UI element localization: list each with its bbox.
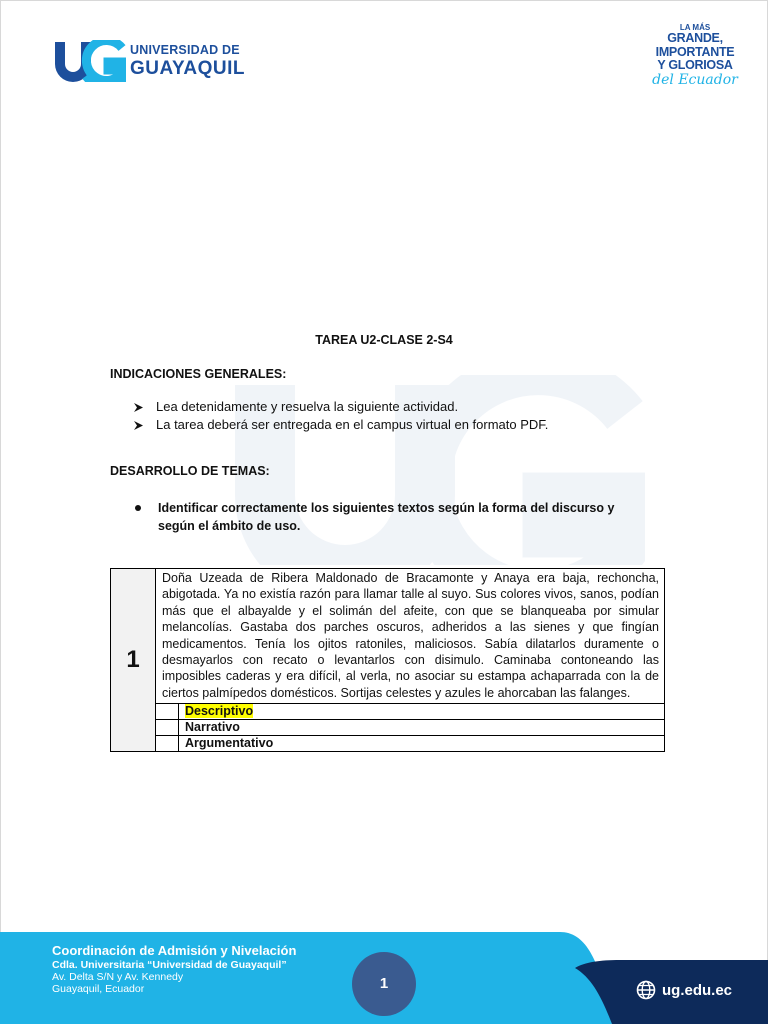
footer-line4: Guayaquil, Ecuador bbox=[52, 983, 145, 996]
slogan-line2: IMPORTANTE bbox=[655, 44, 735, 59]
answer-checkbox[interactable] bbox=[156, 720, 179, 736]
bullet-dot-icon bbox=[135, 505, 141, 511]
website-text: ug.edu.ec bbox=[662, 981, 733, 999]
exercise-table bbox=[110, 568, 665, 752]
option-cell bbox=[179, 704, 665, 720]
instruction-text: La tarea deberá ser entregada en el campus virtual en formato PDF. bbox=[156, 417, 549, 432]
table-row bbox=[111, 736, 665, 752]
footer bbox=[0, 928, 768, 1024]
list-item bbox=[133, 398, 548, 416]
arrow-bullet-icon bbox=[133, 402, 144, 413]
answer-checkbox[interactable] bbox=[156, 704, 179, 720]
option-narrativo: Narrativo bbox=[179, 720, 665, 736]
table-row bbox=[111, 704, 665, 720]
slogan-script: del Ecuador bbox=[652, 71, 738, 88]
logo-text-big: GUAYAQUIL bbox=[130, 57, 246, 79]
page-number: 1 bbox=[352, 952, 416, 1016]
slogan bbox=[650, 24, 740, 87]
slogan-line1: GRANDE, bbox=[667, 31, 723, 46]
footer-line1: Coordinación de Admisión y Nivelación bbox=[52, 943, 297, 958]
slogan-top: LA MÁS bbox=[679, 23, 711, 32]
ug-logo bbox=[52, 40, 252, 82]
option-argumentativo: Argumentativo bbox=[179, 736, 665, 752]
document-title: TAREA U2-CLASE 2-S4 bbox=[315, 333, 453, 347]
exercise-passage: Doña Uzeada de Ribera Maldonado de Bracamonte y Anaya era baja, rechoncha, abigotada. Ya no existía razón para llamar talle al suyo. Sus colores vivos, sanos, podían más que el albayalde y el solimán del afeite, con que se blanqueaba por simular melancolías. Gastaba dos parches oscuros, adheridos a las sienes y que fingían medicamentos. Tenía los ojitos ratoniles, maliciosos. Sabía dilatarlos duramente o desmayarlos con recato o levantarlos con disimulo. Caminaba contoneando las imposibles caderas y era difícil, al verla, no asociar su estampa achaparrada con la de ciertos palmípedos domésticos. Sortijas celestes y azules le ahorcaban las falanges. bbox=[156, 569, 665, 704]
ug-logo-mark-icon bbox=[52, 40, 126, 82]
task-bullet-text: Identificar correctamente los siguientes textos según la forma del discurso y según el ámbito de uso. bbox=[158, 501, 615, 533]
exercise-number: 1 bbox=[111, 569, 156, 752]
globe-icon bbox=[636, 980, 656, 1000]
task-bullet bbox=[133, 499, 653, 535]
table-row bbox=[111, 720, 665, 736]
arrow-bullet-icon bbox=[133, 420, 144, 431]
website-link[interactable] bbox=[636, 980, 732, 1000]
logo-text-small: UNIVERSIDAD DE bbox=[130, 43, 240, 57]
footer-line2: Cdla. Universitaria “Universidad de Guayaquil” bbox=[52, 958, 287, 971]
footer-line3: Av. Delta S/N y Av. Kennedy bbox=[52, 971, 184, 983]
list-item bbox=[133, 416, 548, 434]
footer-address bbox=[52, 944, 296, 995]
table-row bbox=[111, 569, 665, 704]
slogan-line3: Y GLORIOSA bbox=[657, 57, 733, 72]
option-descriptivo: Descriptivo bbox=[185, 704, 254, 719]
instruction-list bbox=[133, 398, 548, 434]
answer-checkbox[interactable] bbox=[156, 736, 179, 752]
general-heading: INDICACIONES GENERALES: bbox=[110, 367, 287, 381]
instruction-text: Lea detenidamente y resuelva la siguiente actividad. bbox=[156, 399, 459, 414]
topics-heading: DESARROLLO DE TEMAS: bbox=[110, 464, 270, 478]
